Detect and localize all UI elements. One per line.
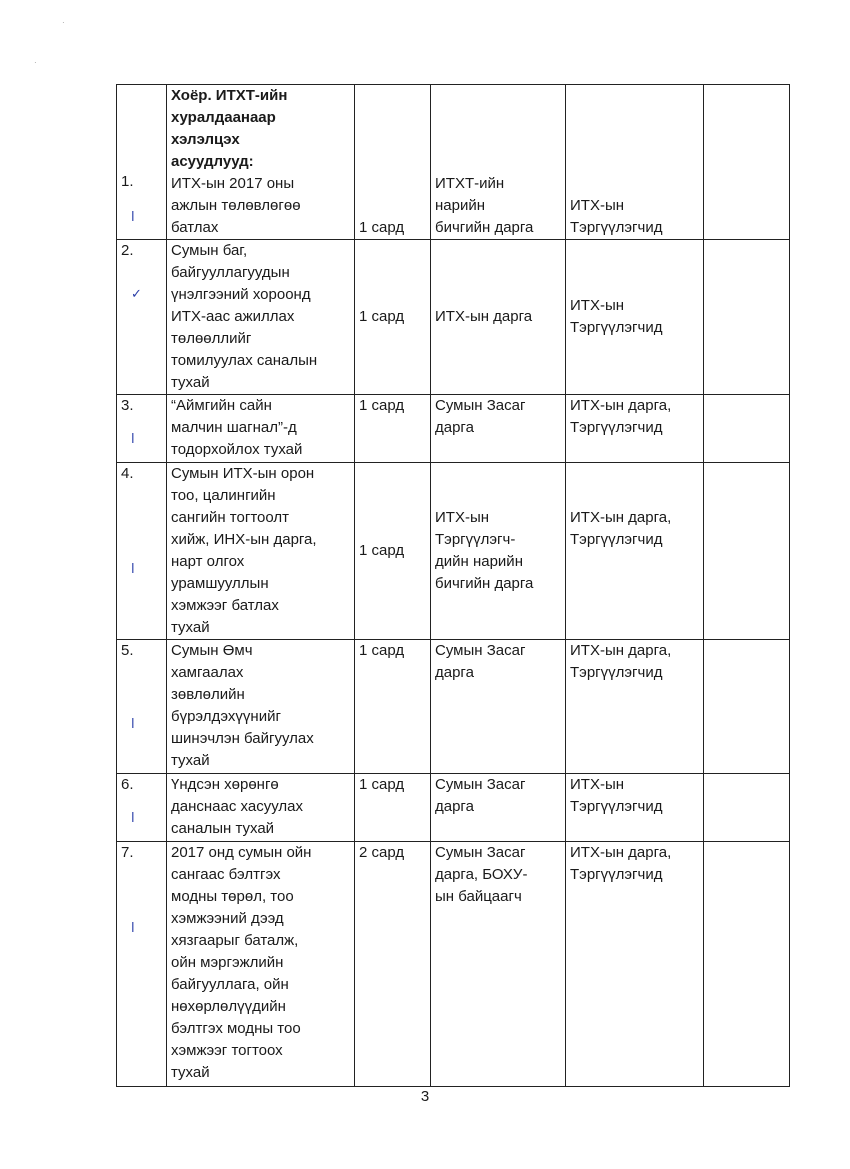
executors-cell: ИТХ-ын дарга, Тэргүүлэгчид	[566, 395, 704, 463]
executors-cell: ИТХ-ын дарга, Тэргүүлэгчид	[566, 842, 704, 1087]
checkmark-icon: ⅼ	[131, 432, 135, 447]
term-cell: 1 сард	[355, 640, 431, 774]
table-row	[117, 842, 790, 1087]
note-cell	[704, 85, 790, 240]
executors-cell: ИТХ-ын Тэргүүлэгчид	[566, 774, 704, 842]
plan-table	[116, 84, 790, 1087]
row-number: 5. ⅼ	[117, 640, 167, 774]
row-number: 2. ✓	[117, 240, 167, 395]
row-number: 7. ⅼ	[117, 842, 167, 1087]
topic-cell: 2017 онд сумын ойн сангаас бэлтгэх модны төрөл, тоо хэмжээний дээд хязгаарыг баталж, ойн мэргэжлийн байгууллага, ойн нөхөрлөлүүдийн бэлтгэх модны тоо хэмжээг тогтоох тухай	[167, 842, 355, 1087]
table-row	[117, 640, 790, 774]
table-row	[117, 240, 790, 395]
note-cell	[704, 842, 790, 1087]
table-row	[117, 395, 790, 463]
term-cell: 2 сард	[355, 842, 431, 1087]
scan-speck: ·	[34, 58, 37, 67]
note-cell	[704, 774, 790, 842]
executors-cell: ИТХ-ын дарга, Тэргүүлэгчид	[566, 463, 704, 640]
responsible-cell: Сумын Засаг дарга, БОХУ- ын байцаагч	[431, 842, 566, 1087]
table-row	[117, 774, 790, 842]
table-row	[117, 85, 790, 240]
responsible-cell: Сумын Засаг дарга	[431, 395, 566, 463]
term-cell: 1 сард	[355, 85, 431, 240]
note-cell	[704, 463, 790, 640]
responsible-cell: ИТХ-ын дарга	[431, 240, 566, 395]
checkmark-icon: ⅼ	[131, 562, 135, 577]
table-row	[117, 463, 790, 640]
executors-cell: ИТХ-ын Тэргүүлэгчид	[566, 240, 704, 395]
responsible-cell: ИТХ-ын Тэргүүлэгч- дийн нарийн бичгийн дарга	[431, 463, 566, 640]
topic-cell: Сумын Өмч хамгаалах зөвлөлийн бүрэлдэхүүнийг шинэчлэн байгуулах тухай	[167, 640, 355, 774]
note-cell	[704, 640, 790, 774]
checkmark-icon: ⅼ	[131, 717, 135, 732]
checkmark-icon: ⅼ	[131, 811, 135, 826]
row-number: 6. ⅼ	[117, 774, 167, 842]
term-cell: 1 сард	[355, 774, 431, 842]
term-cell: 1 сард	[355, 463, 431, 640]
topic-cell: Сумын ИТХ-ын орон тоо, цалингийн сангийн тогтоолт хийж, ИНХ-ын дарга, нарт олгох урамшууллын хэмжээг батлах тухай	[167, 463, 355, 640]
checkmark-icon: ✓	[131, 287, 142, 302]
row-number: 1. ⅼ	[117, 85, 167, 240]
term-cell: 1 сард	[355, 395, 431, 463]
topic-cell: Үндсэн хөрөнгө данснаас хасуулах саналын тухай	[167, 774, 355, 842]
scan-speck: ·	[62, 18, 65, 27]
responsible-cell: ИТХТ-ийн нарийн бичгийн дарга	[431, 85, 566, 240]
row-number: 3. ⅼ	[117, 395, 167, 463]
row-number: 4. ⅼ	[117, 463, 167, 640]
responsible-cell: Сумын Засаг дарга	[431, 774, 566, 842]
term-cell: 1 сард	[355, 240, 431, 395]
executors-cell: ИТХ-ын дарга, Тэргүүлэгчид	[566, 640, 704, 774]
responsible-cell: Сумын Засаг дарга	[431, 640, 566, 774]
checkmark-icon: ⅼ	[131, 210, 135, 225]
note-cell	[704, 395, 790, 463]
topic-cell: Хоёр. ИТХТ-ийн хуралдаанаар хэлэлцэх асуудлууд: ИТХ-ын 2017 оны ажлын төлөвлөгөө батлах	[167, 85, 355, 240]
checkmark-icon: ⅼ	[131, 921, 135, 936]
topic-cell: Сумын баг, байгууллагуудын үнэлгээний хороонд ИТХ-аас ажиллах төлөөллийг томилуулах саналын тухай	[167, 240, 355, 395]
topic-cell: “Аймгийн сайн малчин шагнал”-д тодорхойлох тухай	[167, 395, 355, 463]
page-number: 3	[420, 1088, 430, 1105]
executors-cell: ИТХ-ын Тэргүүлэгчид	[566, 85, 704, 240]
note-cell	[704, 240, 790, 395]
